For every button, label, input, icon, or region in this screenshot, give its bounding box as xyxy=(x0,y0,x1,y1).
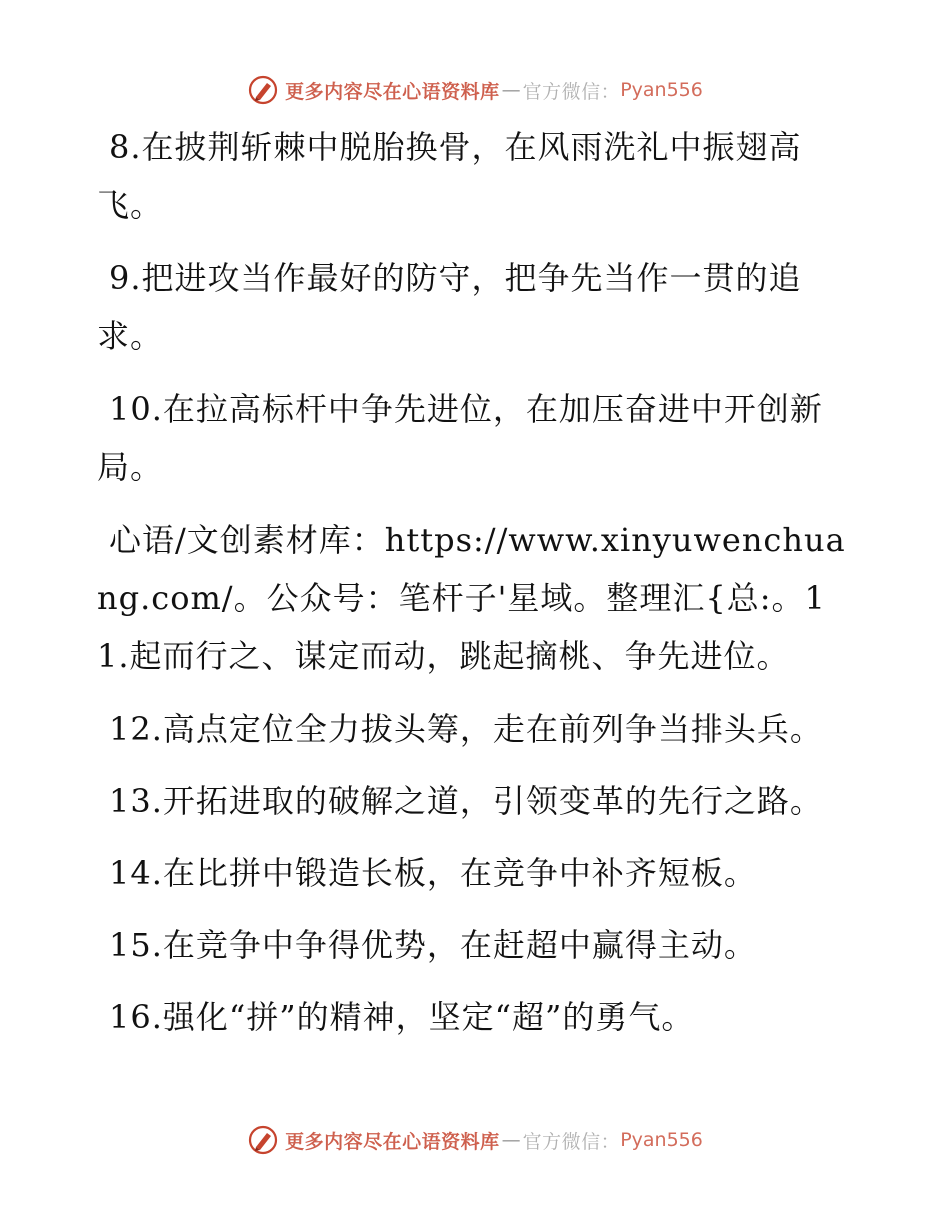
paragraph-16: 16.强化“拼”的精神，坚定“超”的勇气。 xyxy=(109,998,695,1036)
footer-banner xyxy=(0,1120,950,1160)
banner-title: 更多内容尽在心语资料库 xyxy=(285,80,500,103)
paragraph-13: 13.开拓进取的破解之道，引领变革的先行之路。 xyxy=(109,782,823,820)
document-body xyxy=(97,118,847,1060)
paragraph-8: 8.在披荆斩棘中脱胎换骨，在风雨洗礼中振翅高飞。 xyxy=(97,128,802,224)
paragraph-12: 12.高点定位全力拔头筹，走在前列争当排头兵。 xyxy=(109,710,823,748)
pen-logo-icon xyxy=(247,1124,279,1156)
pen-logo-icon xyxy=(247,74,279,106)
paragraph-9: 9.把进攻当作最好的防守，把争先当作一贯的追求。 xyxy=(97,259,802,355)
banner-contact-label: 官方微信： xyxy=(522,80,621,103)
header-banner xyxy=(0,70,950,110)
banner-separator: — xyxy=(501,1129,521,1151)
banner-separator: — xyxy=(501,79,521,101)
paragraph-source-and-11: 心语/文创素材库：https://www.xinyuwenchuang.com/。公众号：笔杆子'星域。整理汇{总:。11.起而行之、谋定而动，跳起摘桃、争先进位。 xyxy=(97,521,846,675)
paragraph-15: 15.在竞争中争得优势，在赶超中赢得主动。 xyxy=(109,926,757,964)
banner-wechat-id: Pyan556 xyxy=(620,1129,703,1151)
banner-wechat-id: Pyan556 xyxy=(620,79,703,101)
banner-title: 更多内容尽在心语资料库 xyxy=(285,1130,500,1153)
paragraph-14: 14.在比拼中锻造长板，在竞争中补齐短板。 xyxy=(109,854,757,892)
banner-contact-label: 官方微信： xyxy=(522,1130,621,1153)
paragraph-10: 10.在拉高标杆中争先进位，在加压奋进中开创新局。 xyxy=(97,390,823,486)
